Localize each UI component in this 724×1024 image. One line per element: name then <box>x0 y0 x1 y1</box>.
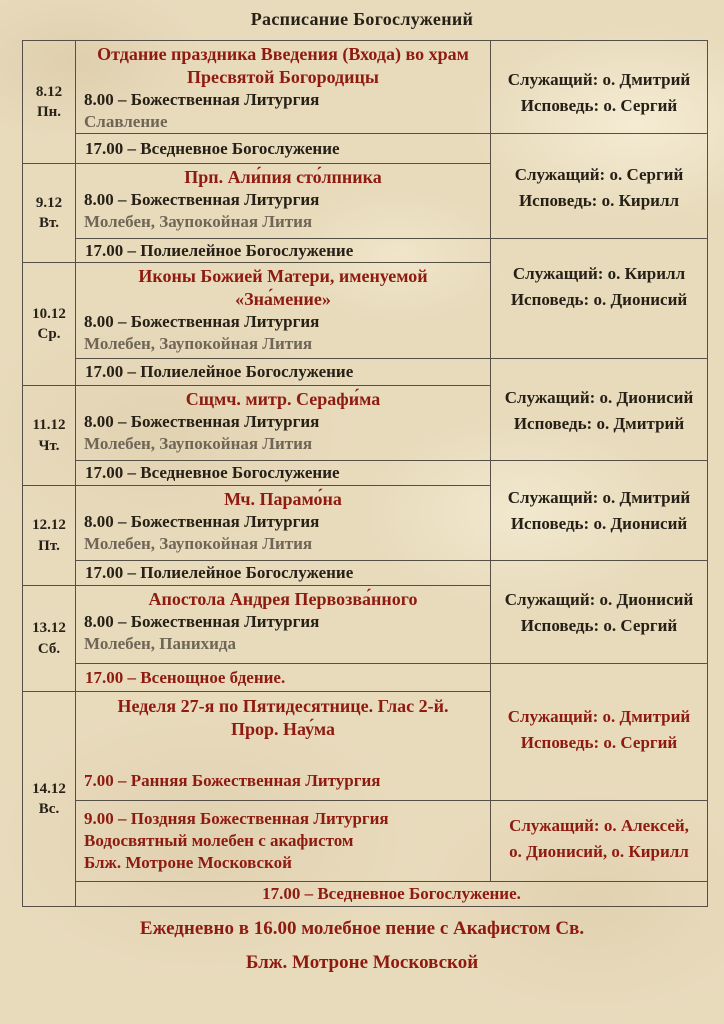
feast-line: Прор. Нау́ма <box>230 719 335 740</box>
serving-priest: Служащий: о. Дмитрий <box>507 707 691 726</box>
morning-cell-10-12 <box>76 263 491 359</box>
service-line: Водосвятный молебен с акафистом <box>84 831 354 851</box>
schedule-table <box>22 40 708 907</box>
weekday-value: Вт. <box>39 215 59 231</box>
evening-cell-13-12 <box>76 664 491 692</box>
service-line: Молебен, Заупокойная Лития <box>84 534 313 554</box>
weekday-value: Чт. <box>38 437 60 454</box>
serving-priest: Служащий: о. Дмитрий <box>507 488 691 507</box>
clergy-cell <box>491 461 708 561</box>
service-line: Молебен, Панихида <box>84 634 237 654</box>
date-cell-13-12 <box>23 586 76 692</box>
serving-priest: Служащий: о. Дионисий <box>504 388 694 407</box>
service-line: Блж. Мотроне Московской <box>84 853 292 873</box>
service-line: 8.00 – Божественная Литургия <box>84 412 320 432</box>
evening-service: 17.00 – Вседневное Богослужение. <box>262 884 521 903</box>
service-line: Молебен, Заупокойная Лития <box>84 212 313 232</box>
service-line: 8.00 – Божественная Литургия <box>84 190 320 210</box>
date-cell-14-12 <box>23 692 76 907</box>
confession-priest: Исповедь: о. Сергий <box>520 732 678 752</box>
feast-title: Отдание праздника Введения (Входа) во храм Пресвятой Богородицы <box>97 44 469 88</box>
late-liturgy-cell-14-12 <box>76 801 491 882</box>
feast-title: Иконы Божией Матери, именуемой «Зна́мение» <box>138 266 428 310</box>
confession-priest: Исповедь: о. Кирилл <box>518 190 680 210</box>
serving-priest: Служащий: о. Кирилл <box>512 264 686 283</box>
date-value: 11.12 <box>32 417 66 434</box>
service-line: 7.00 – Ранняя Божественная Литургия <box>84 770 381 790</box>
service-line: Молебен, Заупокойная Лития <box>84 334 313 354</box>
feast-title: Сщмч. митр. Серафи́ма <box>185 389 381 409</box>
evening-service: 17.00 – Всенощное бдение. <box>85 667 286 687</box>
footer-line: Блж. Мотроне Московской <box>245 951 479 973</box>
serving-priest: Служащий: о. Алексей, <box>509 816 689 835</box>
date-value: 12.12 <box>32 517 66 534</box>
service-line: 8.00 – Божественная Литургия <box>84 512 320 532</box>
date-value: 9.12 <box>35 194 63 211</box>
final-evening-row <box>76 882 708 907</box>
evening-service: 17.00 – Полиелейное Богослужение <box>85 563 354 582</box>
clergy-cell <box>491 664 708 801</box>
service-line: Славление <box>84 112 168 132</box>
serving-priest: Служащий: о. Сергий <box>514 165 684 184</box>
clergy-cell <box>491 134 708 239</box>
date-cell-10-12 <box>23 263 76 386</box>
weekday-value: Сб. <box>37 640 61 657</box>
morning-cell-8-12 <box>76 41 491 134</box>
evening-cell-10-12 <box>76 359 491 386</box>
evening-cell-12-12 <box>76 561 491 586</box>
weekday-value: Ср. <box>37 326 61 342</box>
evening-cell-8-12 <box>76 134 491 164</box>
feast-title <box>117 695 448 741</box>
clergy-cell <box>491 561 708 664</box>
clergy-cell <box>491 801 708 882</box>
feast-title: Апостола Андрея Первозва́нного <box>148 589 418 609</box>
morning-cell-9-12 <box>76 164 491 239</box>
evening-cell-9-12 <box>76 239 491 263</box>
evening-service: 17.00 – Полиелейное Богослужение <box>85 362 354 381</box>
date-cell-8-12 <box>23 41 76 164</box>
footer-note <box>0 912 724 980</box>
early-liturgy-cell-14-12 <box>76 692 491 801</box>
date-cell-11-12 <box>23 386 76 486</box>
service-line: 9.00 – Поздняя Божественная Литургия <box>84 809 389 828</box>
service-line: 8.00 – Божественная Литургия <box>84 90 320 110</box>
evening-service: 17.00 – Вседневное Богослужение <box>85 138 340 158</box>
feast-title: Мч. Парамо́на <box>224 489 342 509</box>
clergy-cell <box>491 41 708 134</box>
clergy-cell <box>491 239 708 359</box>
date-value: 14.12 <box>32 780 66 797</box>
evening-service: 17.00 – Вседневное Богослужение <box>85 463 340 482</box>
morning-cell-12-12 <box>76 486 491 561</box>
date-value: 10.12 <box>32 305 66 322</box>
confession-priest: Исповедь: о. Сергий <box>520 95 678 115</box>
serving-priest: Служащий: о. Дионисий <box>504 590 694 609</box>
weekday-value: Пт. <box>38 537 60 554</box>
date-value: 8.12 <box>35 83 63 100</box>
confession-priest: Исповедь: о. Дмитрий <box>513 413 685 433</box>
date-cell-12-12 <box>23 486 76 586</box>
confession-priest: о. Дионисий, о. Кирилл <box>509 841 689 861</box>
feast-line: Неделя 27-я по Пятидесятнице. Глас 2-й. <box>117 696 449 716</box>
weekday-value: Пн. <box>36 104 62 120</box>
page-title: Расписание Богослужений <box>250 9 474 29</box>
evening-cell-11-12 <box>76 461 491 486</box>
confession-priest: Исповедь: о. Дионисий <box>510 513 688 533</box>
service-line: 8.00 – Божественная Литургия <box>84 312 320 332</box>
morning-cell-13-12 <box>76 586 491 664</box>
weekday-value: Вс. <box>38 801 60 817</box>
evening-service: 17.00 – Полиелейное Богослужение <box>85 240 354 260</box>
service-line: 8.00 – Божественная Литургия <box>84 612 320 632</box>
service-line: Молебен, Заупокойная Лития <box>84 434 313 454</box>
serving-priest: Служащий: о. Дмитрий <box>507 70 691 89</box>
footer-line: Ежедневно в 16.00 молебное пение с Акафистом Св. <box>139 918 585 939</box>
clergy-cell <box>491 359 708 461</box>
confession-priest: Исповедь: о. Сергий <box>520 615 678 635</box>
date-cell-9-12 <box>23 164 76 263</box>
date-value: 13.12 <box>32 620 66 637</box>
morning-cell-11-12 <box>76 386 491 461</box>
feast-title: Прп. Али́пия сто́лпника <box>184 167 382 187</box>
confession-priest: Исповедь: о. Дионисий <box>510 289 688 309</box>
